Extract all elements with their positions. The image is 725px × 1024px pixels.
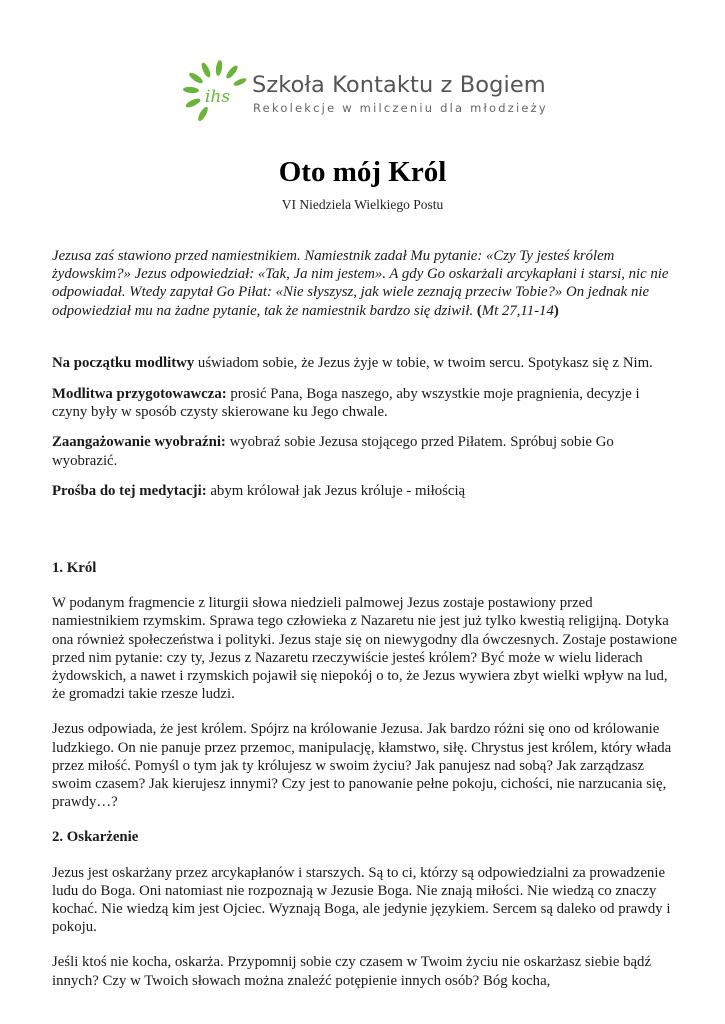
prayer-step-label: Zaangażowanie wyobraźni: — [52, 434, 226, 451]
prayer-step-text: prosić Pana, Boga naszego, aby wszystkie moje pragnienia, decyzje i czyny były w sposób czysty skierowane ku Jego chwale. — [52, 385, 640, 420]
header-logo — [0, 58, 725, 128]
prayer-step — [52, 433, 677, 469]
logo-letters: ihs — [205, 87, 231, 107]
prayer-step — [52, 354, 677, 372]
section-heading: 1. Król — [52, 560, 97, 577]
quote-text: Jezusa zaś stawiono przed namiestnikiem. Namiestnik zadał Mu pytanie: «Czy Ty jesteś królem żydowskim?» Jezus odpowiedział: «Tak, Ja nim jestem». A gdy Go oskarżali arcykapłani i starsi, nic nie odpowiadał. Wtedy zapytał Go Piłat: «Nie słyszysz, jak wiele zeznają przeciw Tobie?» On jednak nie odpowiedział mu na żadne pytanie, tak że namiestnik bardzo się dziwił. — [52, 248, 669, 319]
prayer-step-label: Na początku modlitwy — [52, 354, 195, 371]
prayer-step-text: uświadom sobie, że Jezus żyje w tobie, w twoim sercu. Spotykasz się z Nim. — [194, 354, 653, 371]
section-paragraph: Jezus odpowiada, że jest królem. Spójrz na królowanie Jezusa. Jak bardzo różni się ono od królowanie ludzkiego. On nie panuje przez przemoc, manipulację, kłamstwo, siłę. Chrystus jest królem, który włada przez miłość. Pomyśl o tym jak ty królujesz w swoim życiu? Jak panujesz nad sobą? Jak zarządzasz swoim czasem? Jak kierujesz innymi? Czy jest to panowanie pełne pokoju, cichości, nie narzucania się, prawdy…? — [52, 721, 672, 811]
prayer-step-label: Modlitwa przygotowawcza: — [52, 385, 227, 402]
section-paragraph: W podanym fragmencie z liturgii słowa niedzieli palmowej Jezus zostaje postawiony przed namiestnikiem rzymskim. Sprawa tego człowieka z Nazaretu nie jest już tylko kwestią religijną. Dotyka ona również społeczeństwa i polityki. Jezus staje się on niewygodny dla ówczesnych. Zostaje postawione przed nim pytanie: czy ty, Jezus z Nazaretu rzeczywiście jesteś królem? Być może w wielu liderach żydowskich, a nawet i rzymskich pojawił się niepokój o to, że Jezus wywiera zbyt wielki wpływ na lud, że gromadzi takie rzesze ludzi. — [52, 595, 678, 703]
document-body — [52, 247, 677, 1007]
prayer-step-text: wyobraź sobie Jezusa stojącego przed Piłatem. Spróbuj sobie Go wyobrazić. — [52, 434, 614, 469]
quote-reference: Mt 27,11-14 — [481, 302, 554, 319]
section-paragraph: Jeśli ktoś nie kocha, oskarża. Przypomnij sobie czy czasem w Twoim życiu nie oskarżasz siebie bądź innych? Czy w Twoich słowach można znaleźć potępienie innych osób? Bóg kocha, — [52, 954, 652, 989]
prayer-step — [52, 385, 677, 421]
logo-title: Szkoła Kontaktu z Bogiem — [252, 72, 546, 98]
scripture-quote — [52, 247, 677, 320]
quote-open-paren: ( — [476, 302, 482, 319]
page-title: Oto mój Król — [278, 156, 447, 188]
quote-close-paren: ) — [553, 302, 559, 319]
sun-ihs-logo-icon — [183, 58, 249, 124]
prayer-step — [52, 482, 677, 500]
page-subtitle: VI Niedziela Wielkiego Postu — [281, 197, 444, 212]
section-heading: 2. Oskarżenie — [52, 829, 139, 846]
logo-subtitle: Rekolekcje w milczeniu dla młodzieży — [253, 101, 548, 115]
section-paragraph: Jezus jest oskarżany przez arcykapłanów i starszych. Są to ci, którzy są odpowiedzialni za prowadzenie ludu do Boga. Oni natomiast nie rozpoznają w Jezusie Boga. Nie znają miłości. Nie wiedzą co znaczy kochać. Nie wiedzą kim jest Ojciec. Wyznają Boga, ale jedynie językiem. Sercem są daleko od prawdy i pokoju. — [52, 864, 671, 936]
prayer-step-text: abym królował jak Jezus króluje - miłością — [206, 483, 466, 500]
prayer-step-label: Prośba do tej medytacji: — [52, 483, 207, 500]
